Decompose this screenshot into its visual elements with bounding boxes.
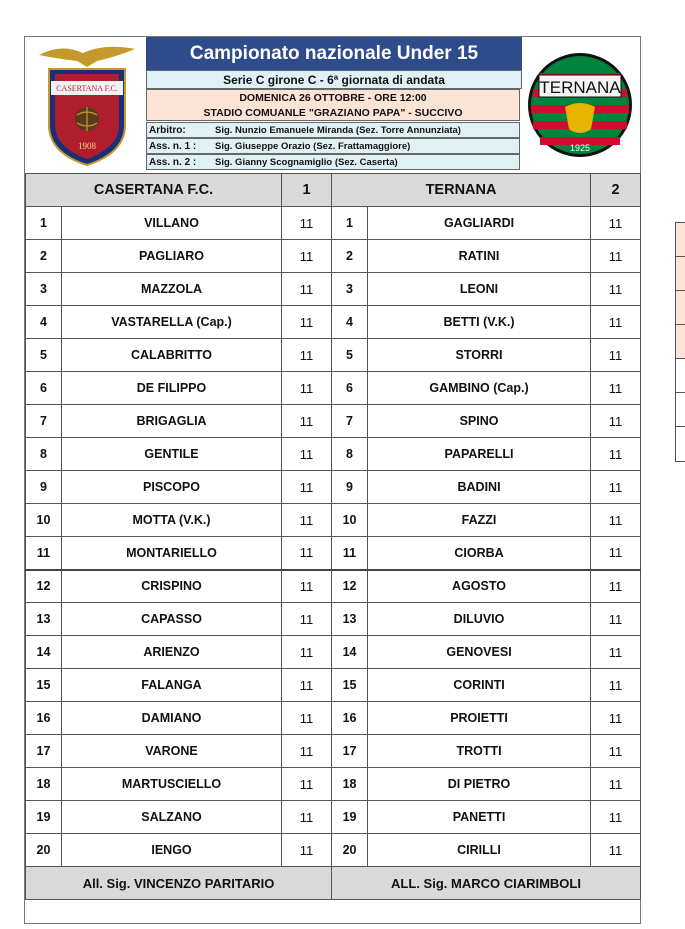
official-role: Ass. n. 2 : xyxy=(149,156,197,168)
player-row xyxy=(26,702,641,735)
official-role: Ass. n. 1 : xyxy=(149,140,197,152)
official-name: Sig. Giuseppe Orazio (Sez. Frattamaggiore) xyxy=(215,140,411,152)
away-player-number: 19 xyxy=(332,801,368,834)
away-player-name: RATINI xyxy=(368,240,591,273)
away-player-name: FAZZI xyxy=(368,504,591,537)
home-player-value: 11 xyxy=(282,735,332,768)
away-player-value: 11 xyxy=(591,570,641,603)
away-player-name: GENOVESI xyxy=(368,636,591,669)
home-player-number: 14 xyxy=(26,636,62,669)
home-player-value: 11 xyxy=(282,801,332,834)
away-player-value: 11 xyxy=(591,603,641,636)
home-player-number: 15 xyxy=(26,669,62,702)
home-player-name: CAPASSO xyxy=(62,603,282,636)
player-row xyxy=(26,471,641,504)
away-player-number: 14 xyxy=(332,636,368,669)
home-player-name: MOTTA (V.K.) xyxy=(62,504,282,537)
away-player-value: 11 xyxy=(591,306,641,339)
sheet-header xyxy=(25,37,640,173)
away-player-number: 10 xyxy=(332,504,368,537)
home-team-name: CASERTANA F.C. xyxy=(26,174,282,207)
home-player-value: 11 xyxy=(282,372,332,405)
home-player-number: 2 xyxy=(26,240,62,273)
away-player-name: AGOSTO xyxy=(368,570,591,603)
away-player-number: 5 xyxy=(332,339,368,372)
home-player-number: 7 xyxy=(26,405,62,438)
player-row xyxy=(26,207,641,240)
home-player-number: 9 xyxy=(26,471,62,504)
home-player-number: 4 xyxy=(26,306,62,339)
home-team-column: 1 xyxy=(282,174,332,207)
home-player-name: DE FILIPPO xyxy=(62,372,282,405)
home-player-name: IENGO xyxy=(62,834,282,867)
away-player-number: 20 xyxy=(332,834,368,867)
away-player-name: DILUVIO xyxy=(368,603,591,636)
coaches-row xyxy=(26,867,641,900)
home-player-name: MONTARIELLO xyxy=(62,537,282,570)
home-player-number: 8 xyxy=(26,438,62,471)
away-player-value: 11 xyxy=(591,636,641,669)
home-player-name: VASTARELLA (Cap.) xyxy=(62,306,282,339)
home-player-number: 18 xyxy=(26,768,62,801)
home-player-number: 10 xyxy=(26,504,62,537)
home-player-value: 11 xyxy=(282,702,332,735)
referee-row xyxy=(146,122,520,138)
home-player-value: 11 xyxy=(282,438,332,471)
casertana-logo xyxy=(31,41,143,169)
away-player-number: 15 xyxy=(332,669,368,702)
match-info xyxy=(146,89,520,121)
home-player-name: PAGLIARO xyxy=(62,240,282,273)
away-player-name: CIORBA xyxy=(368,537,591,570)
round-subtitle: Serie C girone C - 6ª giornata di andata xyxy=(146,70,522,89)
side-table-divider xyxy=(676,290,685,291)
player-row xyxy=(26,306,641,339)
away-player-number: 8 xyxy=(332,438,368,471)
away-player-value: 11 xyxy=(591,438,641,471)
home-player-name: DAMIANO xyxy=(62,702,282,735)
away-player-value: 11 xyxy=(591,537,641,570)
away-team-name: TERNANA xyxy=(332,174,591,207)
home-player-value: 11 xyxy=(282,471,332,504)
home-player-number: 19 xyxy=(26,801,62,834)
away-player-value: 11 xyxy=(591,372,641,405)
home-player-number: 6 xyxy=(26,372,62,405)
player-row xyxy=(26,339,641,372)
match-sheet xyxy=(24,36,641,924)
away-player-name: PANETTI xyxy=(368,801,591,834)
away-player-value: 11 xyxy=(591,273,641,306)
home-player-number: 16 xyxy=(26,702,62,735)
away-player-value: 11 xyxy=(591,834,641,867)
away-player-value: 11 xyxy=(591,702,641,735)
away-player-value: 11 xyxy=(591,504,641,537)
home-player-name: VARONE xyxy=(62,735,282,768)
player-row xyxy=(26,240,641,273)
home-player-value: 11 xyxy=(282,207,332,240)
player-row xyxy=(26,372,641,405)
official-name: Sig. Nunzio Emanuele Miranda (Sez. Torre Annunziata) xyxy=(215,124,461,136)
away-player-name: PROIETTI xyxy=(368,702,591,735)
lineup-table xyxy=(25,173,641,900)
ternana-logo xyxy=(525,45,635,169)
player-row xyxy=(26,735,641,768)
home-player-number: 11 xyxy=(26,537,62,570)
home-player-value: 11 xyxy=(282,570,332,603)
home-player-number: 3 xyxy=(26,273,62,306)
home-player-name: MARTUSCIELLO xyxy=(62,768,282,801)
player-row xyxy=(26,537,641,570)
away-player-name: PAPARELLI xyxy=(368,438,591,471)
match-venue: STADIO COMUANLE "GRAZIANO PAPA" - SUCCIVO xyxy=(203,107,463,119)
home-player-value: 11 xyxy=(282,834,332,867)
home-player-value: 11 xyxy=(282,537,332,570)
home-player-value: 11 xyxy=(282,636,332,669)
side-table-divider xyxy=(676,324,685,325)
match-date: DOMENICA 26 OTTOBRE - ORE 12:00 xyxy=(239,92,427,104)
side-table-divider xyxy=(676,358,685,359)
home-player-name: MAZZOLA xyxy=(62,273,282,306)
away-player-value: 11 xyxy=(591,207,641,240)
away-player-number: 13 xyxy=(332,603,368,636)
home-player-number: 17 xyxy=(26,735,62,768)
home-player-name: CRISPINO xyxy=(62,570,282,603)
player-row xyxy=(26,768,641,801)
ternana-logo-year: 1925 xyxy=(569,143,591,153)
home-player-value: 11 xyxy=(282,306,332,339)
home-player-number: 1 xyxy=(26,207,62,240)
team-header-row xyxy=(26,174,641,207)
away-player-number: 2 xyxy=(332,240,368,273)
assistant-1-row xyxy=(146,138,520,154)
player-row xyxy=(26,801,641,834)
away-player-name: TROTTI xyxy=(368,735,591,768)
away-player-number: 1 xyxy=(332,207,368,240)
home-player-name: GENTILE xyxy=(62,438,282,471)
player-row xyxy=(26,603,641,636)
away-player-name: GAMBINO (Cap.) xyxy=(368,372,591,405)
away-player-value: 11 xyxy=(591,339,641,372)
away-player-name: CORINTI xyxy=(368,669,591,702)
player-row xyxy=(26,636,641,669)
home-player-name: ARIENZO xyxy=(62,636,282,669)
side-table-fragment xyxy=(675,222,685,462)
home-player-value: 11 xyxy=(282,339,332,372)
home-player-value: 11 xyxy=(282,273,332,306)
away-player-number: 12 xyxy=(332,570,368,603)
home-player-value: 11 xyxy=(282,768,332,801)
assistant-2-row xyxy=(146,154,520,170)
away-player-number: 6 xyxy=(332,372,368,405)
home-player-value: 11 xyxy=(282,603,332,636)
home-player-value: 11 xyxy=(282,504,332,537)
home-player-number: 12 xyxy=(26,570,62,603)
away-player-name: BADINI xyxy=(368,471,591,504)
casertana-logo-text: CASERTANA F.C. xyxy=(56,84,118,93)
away-player-name: BETTI (V.K.) xyxy=(368,306,591,339)
player-row xyxy=(26,405,641,438)
away-player-number: 7 xyxy=(332,405,368,438)
home-player-value: 11 xyxy=(282,240,332,273)
away-player-number: 11 xyxy=(332,537,368,570)
home-player-name: FALANGA xyxy=(62,669,282,702)
away-player-name: STORRI xyxy=(368,339,591,372)
away-player-value: 11 xyxy=(591,768,641,801)
home-player-number: 13 xyxy=(26,603,62,636)
away-player-number: 16 xyxy=(332,702,368,735)
home-player-number: 20 xyxy=(26,834,62,867)
player-row xyxy=(26,273,641,306)
home-player-name: SALZANO xyxy=(62,801,282,834)
away-player-name: DI PIETRO xyxy=(368,768,591,801)
side-table-divider xyxy=(676,256,685,257)
away-player-value: 11 xyxy=(591,801,641,834)
away-player-name: CIRILLI xyxy=(368,834,591,867)
away-player-number: 17 xyxy=(332,735,368,768)
player-row xyxy=(26,834,641,867)
player-row xyxy=(26,438,641,471)
away-player-value: 11 xyxy=(591,240,641,273)
away-player-name: LEONI xyxy=(368,273,591,306)
home-player-name: BRIGAGLIA xyxy=(62,405,282,438)
away-team-column: 2 xyxy=(591,174,641,207)
home-player-value: 11 xyxy=(282,405,332,438)
away-player-value: 11 xyxy=(591,735,641,768)
away-player-value: 11 xyxy=(591,471,641,504)
official-name: Sig. Gianny Scognamiglio (Sez. Caserta) xyxy=(215,156,398,168)
home-player-name: CALABRITTO xyxy=(62,339,282,372)
away-player-number: 3 xyxy=(332,273,368,306)
away-player-number: 9 xyxy=(332,471,368,504)
home-player-name: PISCOPO xyxy=(62,471,282,504)
championship-title: Campionato nazionale Under 15 xyxy=(146,37,522,70)
official-role: Arbitro: xyxy=(149,124,186,136)
home-player-name: VILLANO xyxy=(62,207,282,240)
away-player-number: 4 xyxy=(332,306,368,339)
home-player-number: 5 xyxy=(26,339,62,372)
side-table-divider xyxy=(676,392,685,393)
away-player-number: 18 xyxy=(332,768,368,801)
away-player-value: 11 xyxy=(591,405,641,438)
player-row xyxy=(26,669,641,702)
away-player-name: GAGLIARDI xyxy=(368,207,591,240)
away-player-value: 11 xyxy=(591,669,641,702)
away-player-name: SPINO xyxy=(368,405,591,438)
away-coach: ALL. Sig. MARCO CIARIMBOLI xyxy=(332,867,641,900)
home-player-value: 11 xyxy=(282,669,332,702)
player-row xyxy=(26,570,641,603)
home-coach: All. Sig. VINCENZO PARITARIO xyxy=(26,867,332,900)
side-table-divider xyxy=(676,426,685,427)
casertana-logo-year: 1908 xyxy=(78,141,96,151)
player-row xyxy=(26,504,641,537)
ternana-logo-text: TERNANA xyxy=(539,78,621,97)
